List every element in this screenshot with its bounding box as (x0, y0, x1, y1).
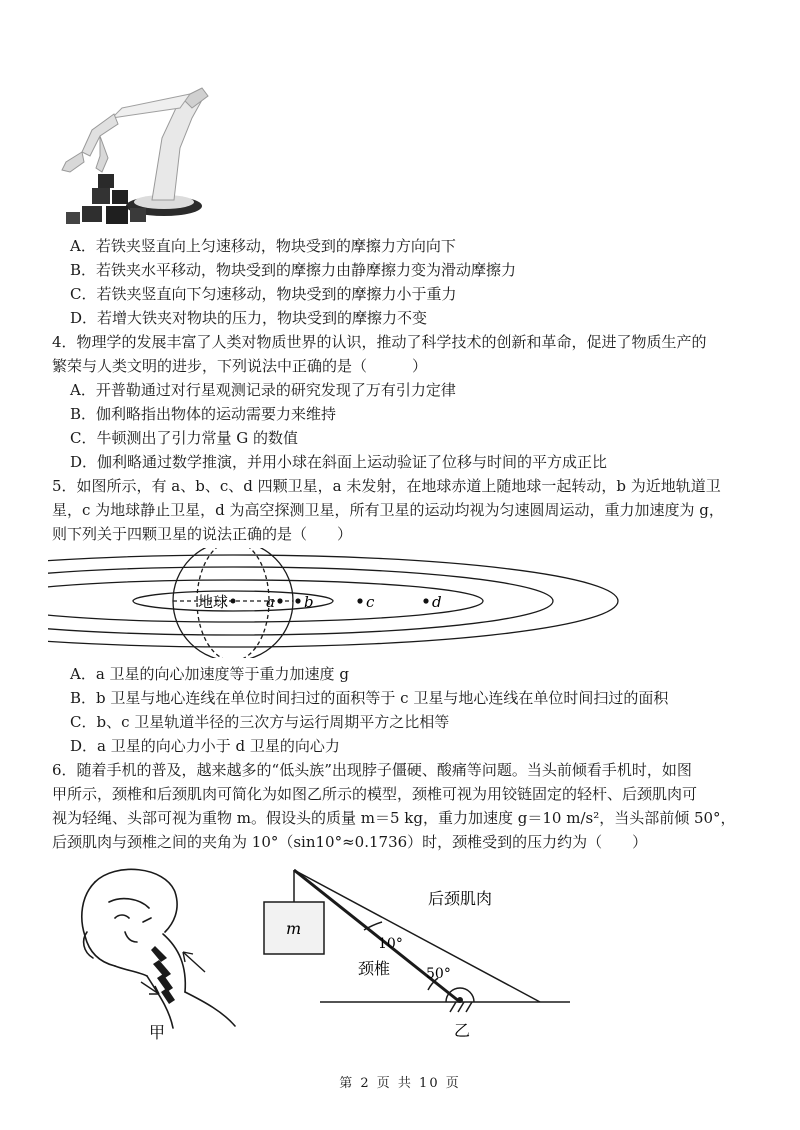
label-jia: 甲 (149, 1023, 166, 1042)
q4-option-b: B．伽利略指出物体的运动需要力来维持 (70, 405, 337, 423)
satellite-c-dot (357, 598, 362, 603)
q3-option-c: C．若铁夹竖直向下匀速移动，物块受到的摩擦力小于重力 (70, 285, 457, 303)
q3-option-a: A．若铁夹竖直向上匀速移动，物块受到的摩擦力方向向下 (70, 237, 456, 255)
satellite-d-dot (423, 598, 428, 603)
muscle-rope (294, 870, 540, 1002)
q5-option-d: D．a 卫星的向心力小于 d 卫星的向心力 (70, 737, 340, 755)
label-b: b (304, 593, 314, 611)
q5-stem-line-3: 则下列关于四颗卫星的说法正确的是（ ） (52, 525, 353, 543)
q4-option-c: C．牛顿测出了引力常量 G 的数值 (70, 429, 298, 447)
label-a: a (266, 593, 275, 611)
q5-stem-line-2: 星，c 为地球静止卫星，d 为高空探测卫星，所有卫星的运动均视为匀速圆周运动，重力加速度为 g， (52, 501, 724, 519)
q3-option-d: D．若增大铁夹对物块的压力，物块受到的摩擦力不变 (70, 309, 428, 327)
label-mass: m (286, 919, 302, 938)
page-footer: 第 2 页 共 10 页 (339, 1076, 461, 1091)
q4-option-a: A．开普勒通过对行星观测记录的研究发现了万有引力定律 (70, 381, 456, 399)
label-spine: 颈椎 (358, 959, 391, 978)
figure-jia-person (55, 862, 255, 1042)
label-d: d (432, 593, 442, 611)
q6-stem-line-4: 后颈肌肉与颈椎之间的夹角为 10°（sin10°≈0.1736）时，颈椎受到的压力约为（ ） (52, 833, 648, 851)
q5-option-b: B．b 卫星与地心连线在单位时间扫过的面积等于 c 卫星与地心连线在单位时间扫过的面积 (70, 689, 669, 707)
q4-option-d: D．伽利略通过数学推演，并用小球在斜面上运动验证了位移与时间的平方成正比 (70, 453, 608, 471)
satellite-a-dot (277, 598, 282, 603)
q5-stem-line-1: 5．如图所示，有 a、b、c、d 四颗卫星，a 未发射，在地球赤道上随地球一起转动，b 为近地轨道卫 (52, 477, 721, 495)
label-earth: 地球 (198, 593, 229, 611)
q6-stem-line-2: 甲所示，颈椎和后颈肌肉可简化为如图乙所示的模型，颈椎可视为用铰链固定的轻杆、后颈肌肉可 (52, 785, 698, 803)
q3-option-b: B．若铁夹水平移动，物块受到的摩擦力由静摩擦力变为滑动摩擦力 (70, 261, 517, 279)
q6-stem-line-3: 视为轻绳、头部可视为重物 m。假设头的质量 m＝5 kg，重力加速度 g＝10 m/s²，当头部前倾 50°， (52, 809, 736, 827)
q5-option-a: A．a 卫星的向心加速度等于重力加速度 g (70, 665, 349, 683)
label-angle-50: 50° (426, 966, 451, 982)
satellite-orbit-figure (48, 548, 768, 658)
figure-yi-model (250, 862, 580, 1042)
label-yi: 乙 (454, 1021, 471, 1040)
satellite-b-dot (295, 598, 300, 603)
earth-center-dot (231, 599, 236, 604)
q5-option-c: C．b、c 卫星轨道半径的三次方与运行周期平方之比相等 (70, 713, 450, 731)
q4-stem-line-2: 繁荣与人类文明的进步，下列说法中正确的是（ ） (52, 357, 428, 375)
label-muscle: 后颈肌肉 (428, 889, 493, 908)
label-angle-10: 10° (378, 936, 403, 952)
q6-stem-line-1: 6．随着手机的普及，越来越多的“低头族”出现脖子僵硬、酸痛等问题。当头前倾看手机时，如图 (52, 761, 692, 779)
robot-arm-figure (52, 78, 212, 230)
label-c: c (366, 593, 375, 611)
q4-stem-line-1: 4．物理学的发展丰富了人类对物质世界的认识，推动了科学技术的创新和革命，促进了物质生产的 (52, 333, 707, 351)
